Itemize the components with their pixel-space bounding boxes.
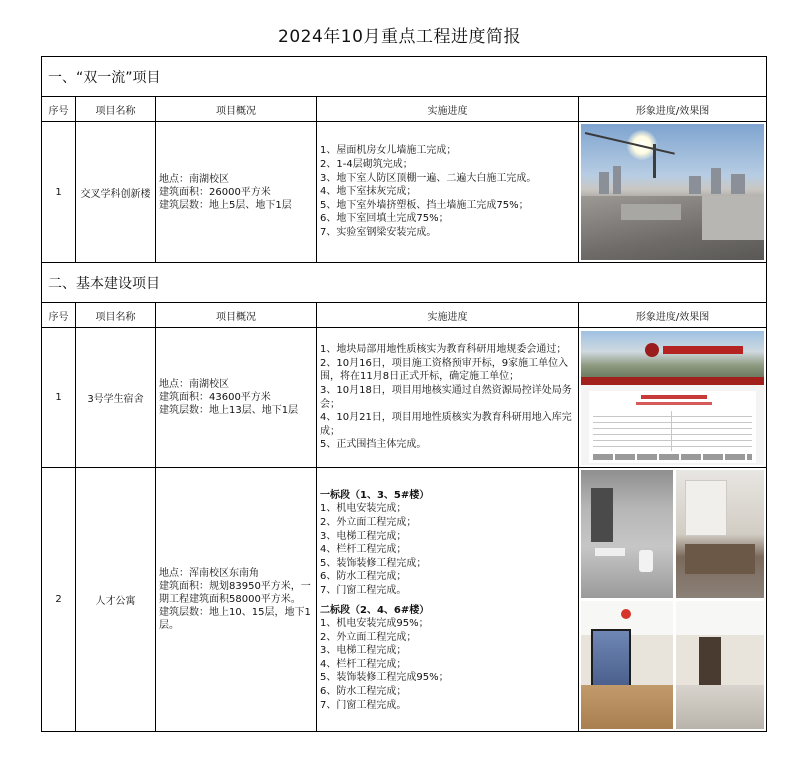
row-progress [317, 328, 579, 468]
overview-floors: 建筑层数：地上10、15层，地下1层。 [159, 607, 311, 631]
tower-crane-mast [653, 144, 656, 178]
distant-building [613, 166, 621, 194]
bathroom-mirror [591, 488, 613, 542]
row-no: 1 [42, 122, 76, 263]
distant-building [689, 176, 701, 194]
distant-building [711, 168, 721, 194]
header-image: 形象进度/效果图 [579, 97, 767, 122]
bedroom-living-interior-photo [581, 601, 764, 729]
section-heading: 一、“双一流”项目 [42, 57, 767, 97]
table-row [42, 328, 767, 468]
progress-item: 7、门窗工程完成。 [320, 699, 407, 711]
progress-item: 5、地下室外墙挤塑板、挡土墙施工完成75%； [320, 199, 529, 211]
tile-floor [673, 685, 765, 729]
progress-item: 4、栏杆工程完成； [320, 544, 407, 556]
construction-site-photo [581, 124, 764, 260]
row-no: 2 [42, 468, 76, 732]
row-project-name: 交叉学科创新楼 [76, 122, 156, 263]
announcement-footer-text [593, 454, 752, 460]
university-seal-icon [645, 343, 659, 357]
progress-item: 6、防水工程完成； [320, 571, 407, 583]
progress-item: 7、门窗工程完成。 [320, 584, 407, 596]
overview-area: 建筑面积：43600平方米 [159, 392, 271, 403]
progress-item: 3、地下室人防区顶棚一遍、二遍大白施工完成。 [320, 172, 537, 184]
toilet [639, 550, 653, 572]
progress-item: 3、10月18日，项目用地核实通过自然资源局控详处局务会； [320, 384, 572, 410]
distant-building [599, 172, 609, 194]
progress-item: 2、1-4层砌筑完成； [320, 159, 413, 171]
row-no: 1 [42, 328, 76, 468]
header-progress: 实施进度 [317, 97, 579, 122]
row-project-name: 人才公寓 [76, 468, 156, 732]
progress-item: 1、机电安装完成95%； [320, 618, 429, 630]
row-progress [317, 122, 579, 263]
parapet-wall [702, 196, 764, 240]
overview-location: 地点：南湖校区 [159, 379, 229, 390]
overview-area: 建筑面积：规划83950平方米，一期工程建筑面积58000平方米。 [159, 581, 311, 605]
announcement-title [641, 395, 707, 399]
page-title: 2024年10月重点工程进度简报 [278, 27, 521, 47]
header-progress: 实施进度 [317, 303, 579, 328]
progress-item: 4、地下室抹灰完成； [320, 186, 417, 198]
row-image-cell [579, 468, 767, 732]
header-name: 项目名称 [76, 97, 156, 122]
header-no: 序号 [42, 303, 76, 328]
progress-item: 4、栏杆工程完成； [320, 658, 407, 670]
row-image-cell [579, 328, 767, 468]
progress-item: 5、正式围挡主体完成。 [320, 439, 427, 451]
row-overview [156, 328, 317, 468]
progress-item: 1、屋面机房女儿墙施工完成； [320, 145, 457, 157]
announcement-subtitle [636, 402, 712, 405]
photo-divider [673, 470, 676, 598]
entry-door [699, 637, 721, 685]
section-heading: 二、基本建设项目 [42, 263, 767, 303]
row-progress [317, 468, 579, 732]
progress-item: 4、10月21日，项目用地性质核实为教育科研用地入库完成； [320, 412, 572, 437]
table-row [42, 122, 767, 263]
website-announcement-screenshot [581, 331, 764, 465]
window [591, 629, 631, 691]
progress-item: 3、电梯工程完成； [320, 645, 407, 657]
progress-item: 6、防水工程完成； [320, 686, 407, 698]
overview-location: 地点：南湖校区 [159, 173, 229, 185]
header-name: 项目名称 [76, 303, 156, 328]
progress-item: 7、实验室钢梁安装完成。 [320, 226, 437, 238]
row-image-cell [579, 122, 767, 263]
overview-floors: 建筑层数：地上5层、地下1层 [159, 199, 292, 211]
kitchen-counter [685, 544, 755, 574]
website-nav-bar [581, 377, 764, 385]
progress-item: 5、装饰装修工程完成95%； [320, 672, 449, 684]
wood-floor [581, 685, 673, 729]
header-no: 序号 [42, 97, 76, 122]
photo-divider [673, 601, 676, 729]
section-heading-row [42, 57, 767, 97]
kitchen-cabinet [685, 480, 727, 536]
progress-group-label: 二标段（2、4、6#楼） [320, 604, 430, 616]
progress-item: 3、电梯工程完成； [320, 530, 407, 542]
progress-item: 6、地下室回填土完成75%； [320, 213, 449, 225]
table-header-row [42, 303, 767, 328]
website-banner [581, 331, 764, 377]
progress-item: 2、外立面工程完成； [320, 516, 417, 528]
progress-item: 2、外立面工程完成； [320, 631, 417, 643]
smoke-detector-icon [621, 609, 631, 619]
progress-item: 5、装饰装修工程完成； [320, 557, 427, 569]
announcement-table [593, 411, 752, 451]
announcement-table-divider [671, 411, 672, 451]
table-header-row [42, 97, 767, 122]
header-overview: 项目概况 [156, 97, 317, 122]
overview-location: 地点：浑南校区东南角 [159, 568, 259, 579]
progress-item: 2、10月16日，项目施工资格预审开标，9家施工单位入围，将在11月8日正式开标，确定施工单位； [320, 357, 569, 383]
row-project-name: 3号学生宿舍 [76, 328, 156, 468]
website-logo-text [663, 346, 743, 354]
row-overview [156, 468, 317, 732]
parapet-wall [621, 204, 681, 220]
table-row [42, 468, 767, 732]
progress-table [41, 56, 767, 732]
bathroom-kitchen-interior-photo [581, 470, 764, 598]
section-heading-row [42, 263, 767, 303]
progress-item: 1、机电安装完成； [320, 503, 407, 515]
progress-item: 1、地块局部用地性质核实为教育科研用地规委会通过； [320, 344, 567, 356]
overview-area: 建筑面积：26000平方米 [159, 186, 271, 198]
overview-floors: 建筑层数：地上13层、地下1层 [159, 405, 299, 416]
header-overview: 项目概况 [156, 303, 317, 328]
progress-group-label: 一标段（1、3、5#楼） [320, 489, 430, 501]
distant-building [731, 174, 745, 194]
header-image: 形象进度/效果图 [579, 303, 767, 328]
bathroom-sink [595, 548, 625, 556]
row-overview [156, 122, 317, 263]
